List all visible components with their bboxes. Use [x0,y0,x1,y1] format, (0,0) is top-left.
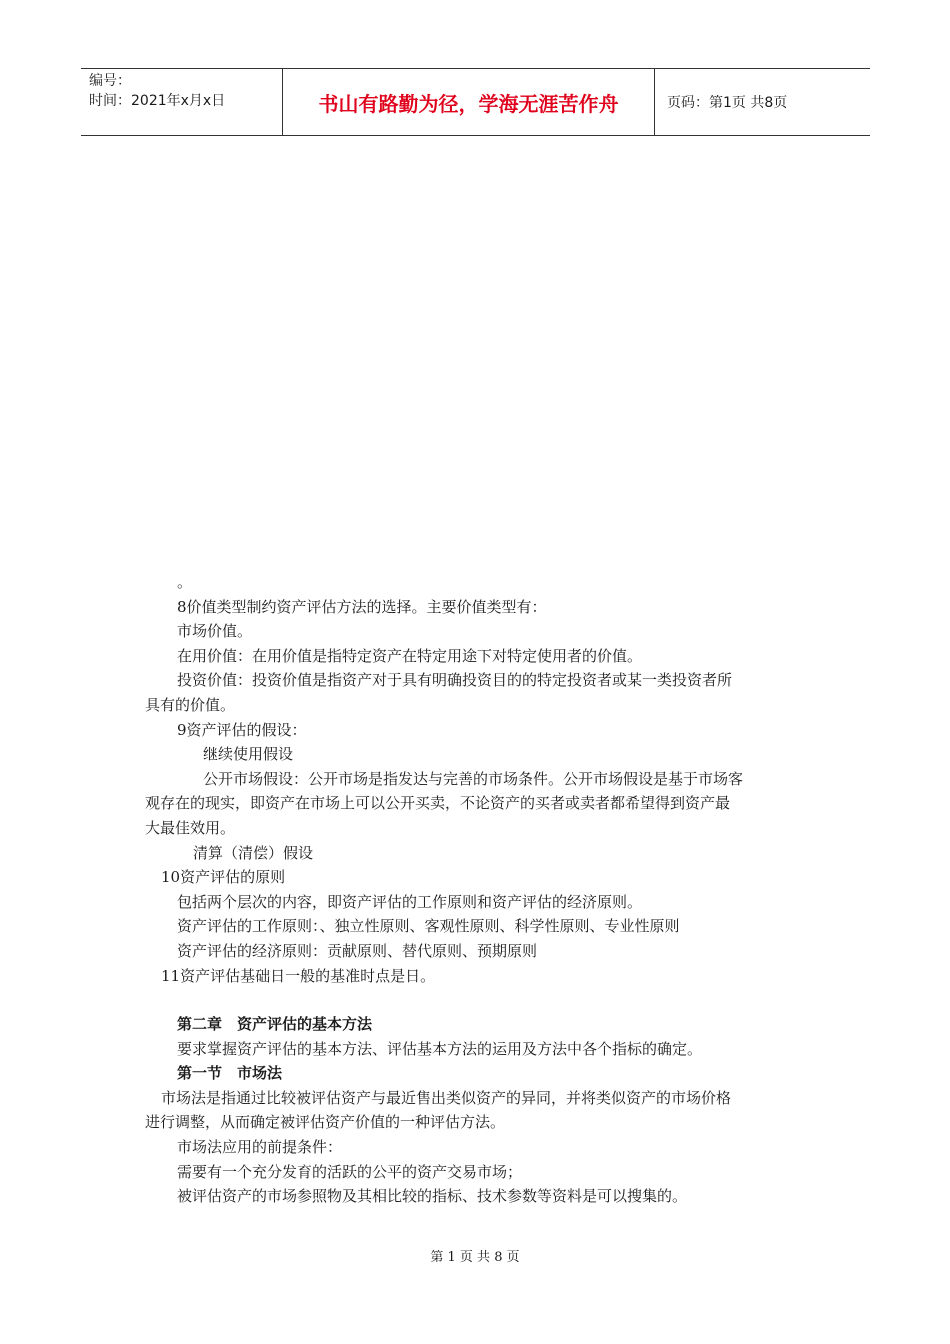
text-line: 被评估资产的市场参照物及其相比较的指标、技术参数等资料是可以搜集的。 [177,1187,688,1206]
document-number-label: 编号： [89,73,131,89]
text-line: 进行调整，从而确定被评估资产价值的一种评估方法。 [145,1113,506,1132]
page-footer: 第 1 页 共 8 页 [430,1250,520,1265]
text-line: 11资产评估基础日一般的基准时点是日。 [161,966,436,985]
header-motto: 书山有路勤为径，学海无涯苦作舟 [283,69,655,135]
document-header [81,68,870,136]
text-line: 投资价值：投资价值是指资产对于具有明确投资目的的特定投资者或某一类投资者所 [177,671,733,690]
text-line: 需要有一个充分发育的活跃的公平的资产交易市场； [177,1162,523,1181]
text-line: 。 [177,573,193,591]
text-line: 在用价值：在用价值是指特定资产在特定用途下对特定使用者的价值。 [177,646,643,665]
header-meta [81,69,283,135]
text-line: 包括两个层次的内容，即资产评估的工作原则和资产评估的经济原则。 [177,892,643,911]
document-time-label: 时间：2021年x月x日 [89,93,226,109]
text-line: 市场法应用的前提条件： [177,1138,343,1157]
text-line: 要求掌握资产评估的基本方法、评估基本方法的运用及方法中各个指标的确定。 [177,1039,703,1058]
text-line: 具有的价值。 [145,695,236,714]
text-line: 资产评估的经济原则：贡献原则、替代原则、预期原则 [177,941,538,960]
header-page-label: 页码：第1页 共8页 [667,95,788,111]
text-line: 继续使用假设 [203,745,294,764]
text-line: 大最佳效用。 [145,818,236,837]
text-line: 10资产评估的原则 [161,868,286,887]
paragraph-gap [145,988,815,1012]
text-line: 市场价值。 [177,622,253,641]
text-line: 观存在的现实，即资产在市场上可以公开买卖，不论资产的买者或卖者都希望得到资产最 [145,794,731,813]
text-line: 公开市场假设：公开市场是指发达与完善的市场条件。公开市场假设是基于市场客 [203,769,744,788]
text-line: 市场法是指通过比较被评估资产与最近售出类似资产的异同，并将类似资产的市场价格 [161,1088,732,1107]
text-line: 8价值类型制约资产评估方法的选择。主要价值类型有： [177,597,547,616]
text-line: 9资产评估的假设： [177,720,307,739]
chapter-heading: 第二章 资产评估的基本方法 [177,1015,373,1034]
document-body [145,570,815,1209]
section-heading: 第一节 市场法 [177,1064,283,1083]
text-line: 清算（清偿）假设 [193,843,314,862]
text-line: 资产评估的工作原则：、独立性原则、客观性原则、科学性原则、专业性原则 [177,917,680,936]
